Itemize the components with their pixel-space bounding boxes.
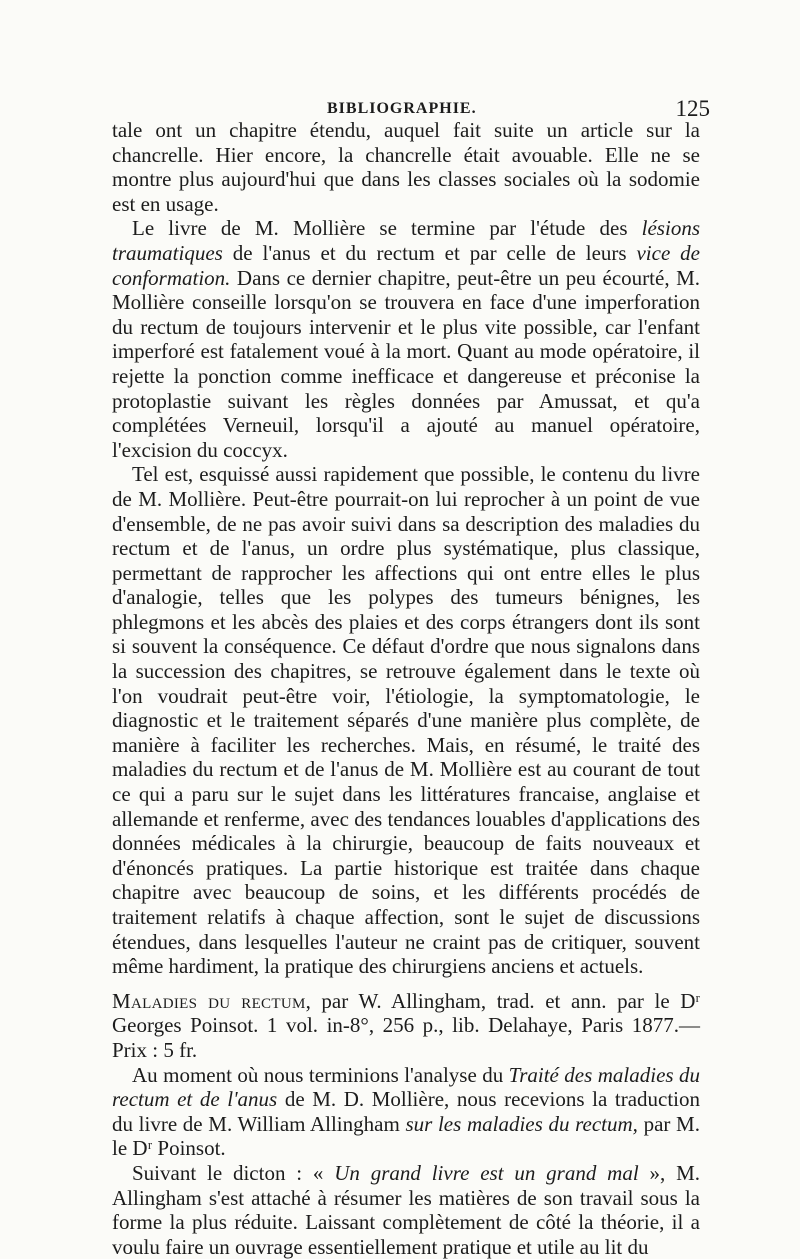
running-title: BIBLIOGRAPHIE. [327,100,477,117]
paragraph-4-part-a: Au moment où nous terminions l'analyse du [132,1062,509,1087]
emphasis-vice-de-conformation: vice de conformation. [112,240,700,290]
emphasis-traite-title: Traité des maladies du rectum et de l'anus [112,1062,700,1112]
paragraph-3: Tel est, esquissé aussi rapidement que possible, le contenu du livre de M. Mollière. Peut-être pourrait-on lui reprocher à un point de vue d'ensemble, de ne pas avoir suivi dans sa description des maladies du rectum et de l'anus, un ordre plus systématique, plus classique, permettant de rapprocher les affections qui ont entre elles le plus d'analogie, telles que les polypes des tumeurs bénignes, les phlegmons et les abcès des plaies et des corps étrangers dont ils sont si souvent la conséquence. Ce défaut d'ordre que nous signalons dans la succession des chapitres, se retrouve également dans le texte où l'on voudrait peut-être voir, l'étiologie, la symptomatologie, le diagnostic et le traitement séparés d'une manière plus complète, de manière à faciliter les recherches. Mais, en résumé, le traité des maladies du rectum et de l'anus de M. Mollière est au courant de tout ce qui a paru sur le sujet dans les littératures francaise, anglaise et allemande et renferme, avec des tendances louables d'applications des données médicales à la chirurgie, beaucoup de faits nouveaux et d'énoncés pratiques. La partie historique est traitée dans chaque chapitre avec beaucoup de soins, et les différents procédés de traitement relatifs à chaque affection, sont le sujet de discussions étendues, dans lesquelles l'auteur ne craint pas de critiquer, souvent même hardiment, la pratique des chirurgiens anciens et actuels. [112,462,700,979]
body-text [112,118,700,1259]
book-title: Maladies du rectum [112,988,306,1013]
paragraph-1: tale ont un chapitre étendu, auquel fait suite un article sur la chancrelle. Hier encore, la chancrelle était avouable. Elle ne se montre plus aujourd'hui que dans les classes sociales où la sodomie est en usage. [112,118,700,216]
emphasis-dicton: Un grand livre est un grand mal [334,1160,639,1185]
paragraph-4 [112,1063,700,1161]
bibliographic-entry [112,989,700,1063]
page-header [112,88,710,121]
paragraph-5-part-a: Suivant le dicton : « [132,1160,335,1185]
paragraph-2-part-a: Le livre de M. Mollière se termine par l'étude des [132,216,642,241]
paragraph-2 [112,216,700,462]
bibliographic-details: , par W. Allingham, trad. et ann. par le Dʳ Georges Poinsot. 1 vol. in-8°, 256 p., lib. Delahaye, Paris 1877.— Prix : 5 fr. [112,988,700,1062]
emphasis-allingham-title: sur les maladies du rectum, [405,1111,638,1136]
paragraph-4-part-e: par M. le Dʳ Poinsot. [112,1111,700,1161]
emphasis-lesions-traumatiques: lésions traumatiques [112,216,700,265]
paragraph-5-part-c: », M. Allingham s'est attaché à résumer les matières de son travail sous la forme la plus réduite. Laissant complètement de côté la théorie, il a voulu faire un ouvrage essentiellement pratique et utile au lit du [112,1160,700,1259]
paragraph-4-part-c: de M. D. Mollière, nous recevions la traduction du livre de M. William Allingham [112,1087,700,1136]
paragraph-5 [112,1161,700,1259]
page-number: 125 [675,96,710,121]
paragraph-2-part-c: de l'anus et du rectum et par celle de leurs [222,240,637,265]
paragraph-2-part-e: Dans ce dernier chapitre, peut-être un peu écourté, M. Mollière conseille lorsqu'on se trouvera en face d'une imperforation du rectum de toujours intervenir et le plus vite possible, car l'enfant imperforé est fatalement voué à la mort. Quant au mode opératoire, il rejette la ponction comme inefficace et dangereuse et préconise la protoplastie suivant les règles données par Amussat, et qu'a complétées Verneuil, lorsqu'il a ajouté au manuel opératoire, l'excision du coccyx. [112,265,700,462]
